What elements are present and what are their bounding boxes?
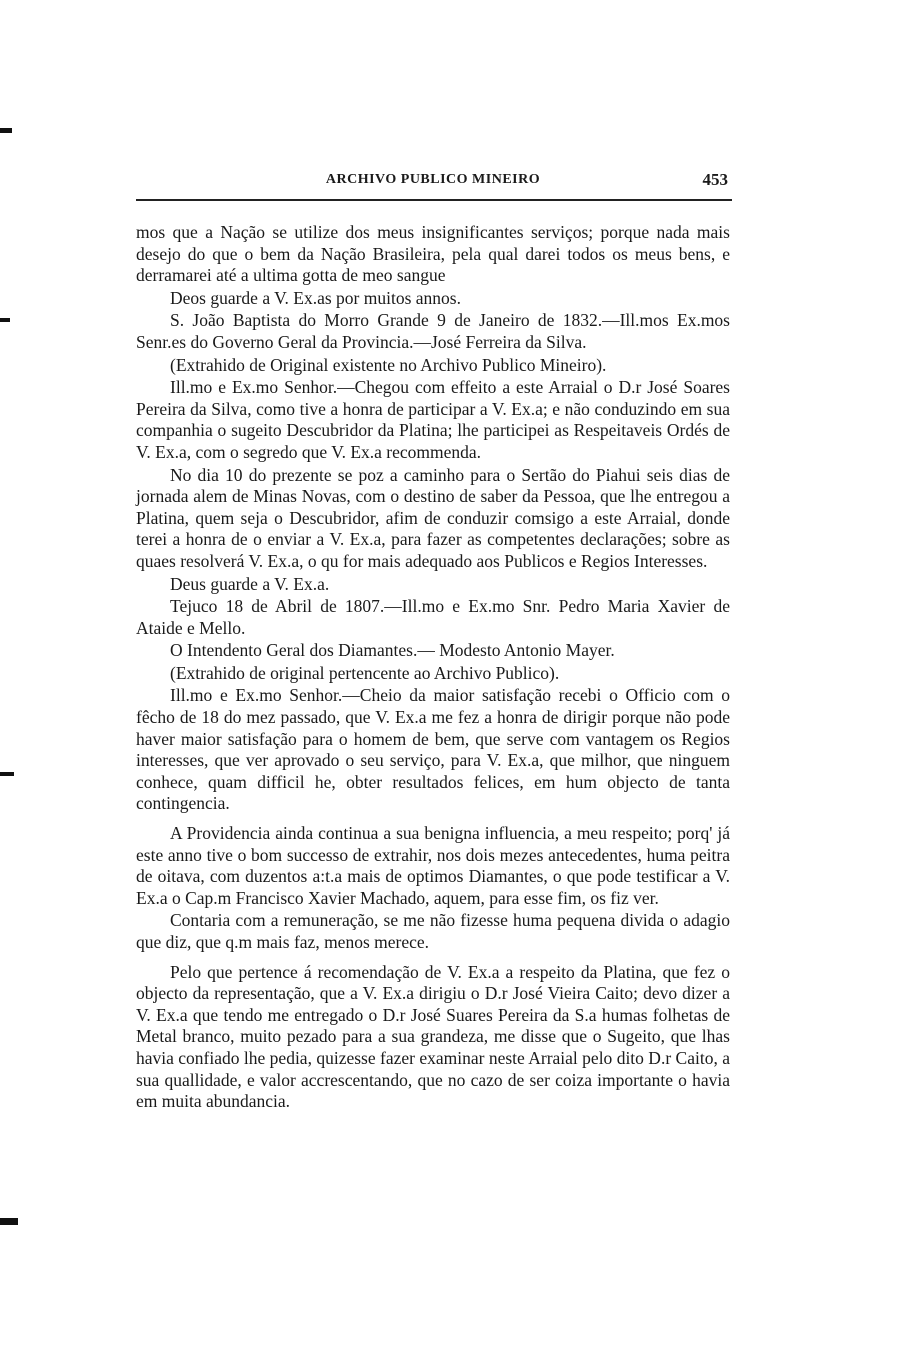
- paragraph: A Providencia ainda continua a sua benigna influencia, a meu respeito; porq' já este anno tive o bom successo de extrahir, nos dois mezes antecedentes, huma peitra de oitava, com duzentos a:t.a mais de optimos Diamantes, o que pode testificar a V. Ex.a o Cap.m Francisco Xavier Machado, aquem, para esse fim, os fiz ver.: [136, 823, 730, 908]
- scan-margin-mark: [0, 1218, 18, 1225]
- paragraph: (Extrahido de Original existente no Archivo Publico Mineiro).: [170, 354, 607, 375]
- paragraph: (Extrahido de original pertencente ao Archivo Publico).: [170, 662, 560, 683]
- paragraph: Pelo que pertence á recomendação de V. Ex.a a respeito da Platina, que fez o objecto da representação, que a V. Ex.a dirigiu o D.r José Vieira Caito; devo dizer a V. Ex.a que tendo me entregado o D.r José Suares Pereira da S.a humas folhetas de Metal branco, muito pezado para a sua grandeza, me disse que o Sugeito, que lhas havia confiado lhe pedia, quizesse fazer examinar neste Arraial pelo dito D.r Caito, a sua quallidade, e valor accrescentando, que no cazo de ser coiza importante o havia em muita abundancia.: [136, 961, 730, 1112]
- paragraph: Deus guarde a V. Ex.a.: [170, 573, 330, 594]
- paragraph: S. João Baptista do Morro Grande 9 de Janeiro de 1832.—Ill.mos Ex.mos Senr.es do Governo Geral da Provincia.—José Ferreira da Silva.: [136, 310, 730, 352]
- running-title: ARCHIVO PUBLICO MINEIRO: [325, 172, 541, 187]
- paragraph: Ill.mo e Ex.mo Senhor.—Cheio da maior satisfação recebi o Officio com o fêcho de 18 do mez passado, que V. Ex.a me fez a honra de dirigir porque não pode haver maior satisfação para o homem de bem, que serve com vantagem os Regios interesses, que ver aprovado o seu serviço, para V. Ex.a, que milhor, que ninguem conhece, quam difficil he, obter resultados felices, em hum objecto de tanta contingencia.: [136, 685, 730, 814]
- paragraph: mos que a Nação se utilize dos meus insignificantes serviços; porque nada mais desejo do que o bem da Nação Brasileira, pela qual darei todos os meus bens, e derramarei até a ultima gotta de meo sangue: [136, 222, 730, 286]
- scan-margin-mark: [0, 128, 12, 133]
- paragraph: O Intendento Geral dos Diamantes.— Modesto Antonio Mayer.: [170, 640, 615, 661]
- paragraph: Tejuco 18 de Abril de 1807.—Ill.mo e Ex.mo Snr. Pedro Maria Xavier de Ataide e Mello.: [136, 596, 730, 638]
- paragraph: Contaria com a remuneração, se me não fizesse huma pequena divida o adagio que diz, que q.m mais faz, menos merece.: [136, 910, 730, 952]
- header-rule: [136, 199, 732, 201]
- body-text: [136, 222, 730, 1113]
- page-number: 453: [702, 170, 728, 189]
- paragraph: Ill.mo e Ex.mo Senhor.—Chegou com effeito a este Arraial o D.r José Soares Pereira da Silva, como tive a honra de participar a V. Ex.a; e não conduzindo em sua companhia o sugeito Descubridor da Platina; lhe participei as Respeitaveis Ordés de V. Ex.a, com o segredo que V. Ex.a recommenda.: [136, 377, 730, 462]
- paragraph: Deos guarde a V. Ex.as por muitos annos.: [170, 287, 461, 308]
- paragraph: No dia 10 do prezente se poz a caminho para o Sertão do Piahui seis dias de jornada alem de Minas Novas, com o destino de saber da Pessoa, que lhe entregou a Platina, quem seja o Descubridor, afim de conduzir comsigo a este Arraial, donde terei a honra de o enviar a V. Ex.a, para fazer as competentes declarações; sobre as quaes resolverá V. Ex.a, o qu for mais adequado aos Publicos e Regios Interesses.: [136, 464, 730, 571]
- scan-margin-mark: [0, 318, 10, 322]
- page-header: [136, 172, 730, 196]
- scan-margin-mark: [0, 772, 14, 776]
